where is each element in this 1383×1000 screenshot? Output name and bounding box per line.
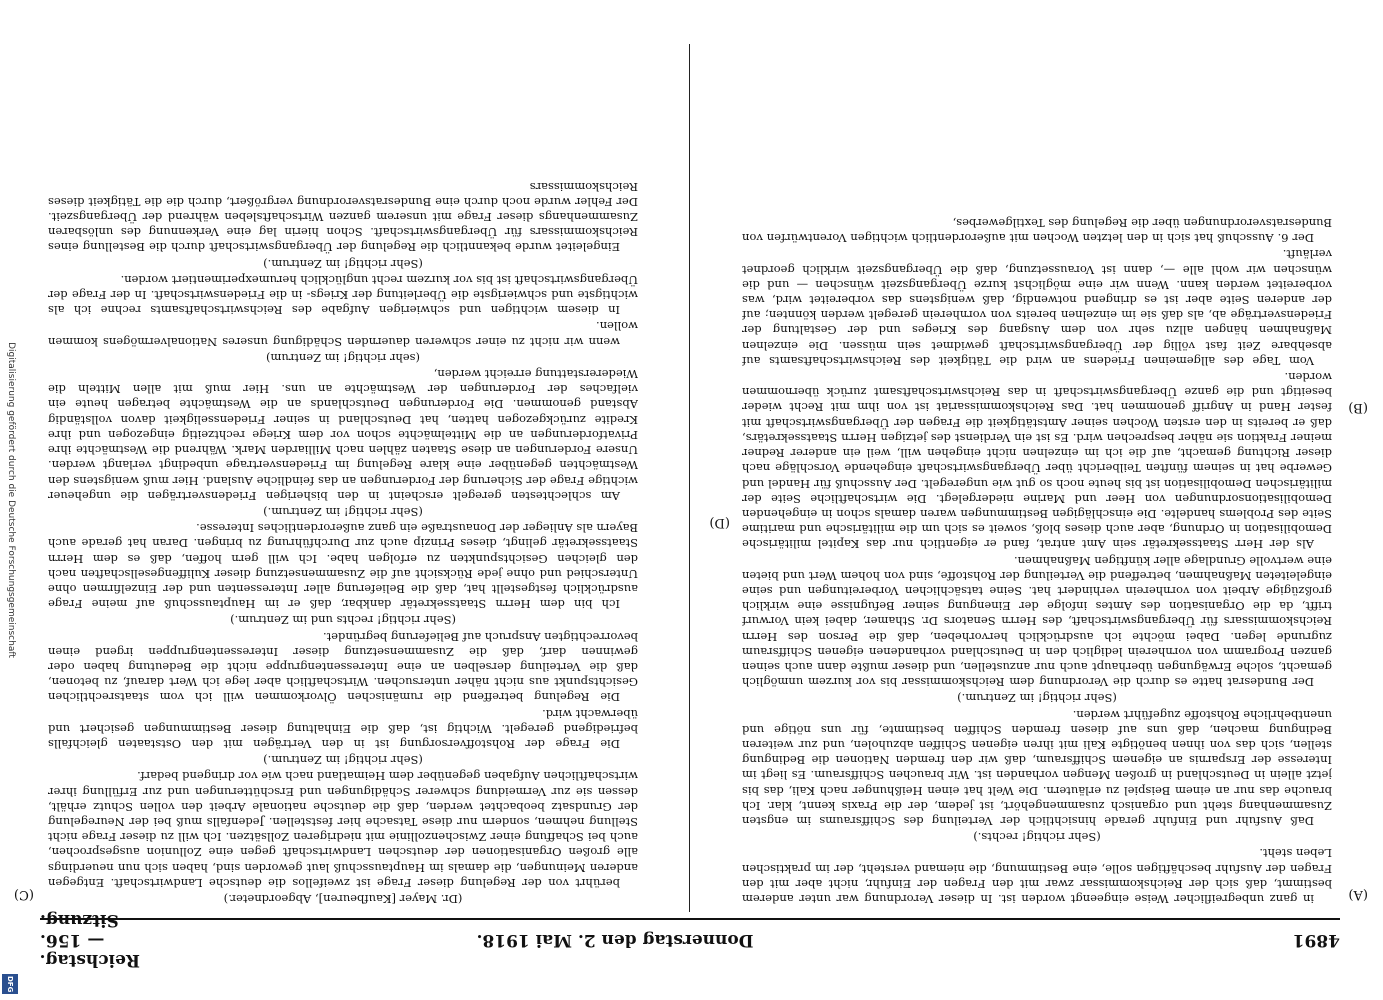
paragraph: (Sehr richtig! im Zentrum.) — [957, 691, 1117, 706]
paragraph: Ich bin dem Herrn Staatssekretär dankbar, daß er im Hauptausschuß auf meine Frage ausdrücklich festgestellt hat, daß die Belieferung aller Interessenten und der Einzelfirmen ohne Unterschied und ohne jede Rücksicht auf die Zusammensetzung dieser Kuliffengesellschaften nach den gleichen Gesichtspunkten zu erfolgen habe. Ich will gern hoffen, daß es dem Herrn Staatssekretär gelingt, dieses Prinzip auch zur Durchführung zu bringen. Daran hat gerade auch Bayern als Anlieger der Donaustraße ein ganz außerordentliches Interesse. — [48, 521, 638, 612]
paragraph: in ganz unbegreiflicher Weise eingeengt worden ist. In dieser Verordnung war unter anderem bestimmt, daß sich der Reichskommissar zwar mit den Fragen der Einfuhr, nicht aber mit den Fragen der Ausfuhr beschäftigen solle, eine Bestimmung, die niemand versteht, der im praktischen Leben steht. — [742, 846, 1332, 906]
paragraph: Die Frage der Rohstoffversorgung ist in den Verträgen mit den Oststaaten gleichfalls befriedigend geregelt. Wichtig ist, daß die Einhaltung dieser Bestimmungen gesichert und überwacht wird. — [48, 706, 638, 751]
margin-letter-d: (D) — [709, 515, 730, 530]
text-column-left — [742, 46, 1332, 906]
paragraph: Als der Herr Staatssekretär sein Amt antrat, fand er eigentlich nur das Kapitel militärische Demobilisation in Ordnung, aber auch dieses bloß, soweit es sich um die militärische und maritime Seite des Problems handelte. Die einschlägigen Bestimmungen waren damals schon in eingehenden Demobilisationsordnungen von Heer und Marine niedergelegt. Die wirtschaftliche Seite der militärischen Demobilisation ist bis heute noch so gut wie ungeregelt. Der Ausschuß für Handel und Gewerbe hat in seinem fünften Teilbericht über Übergangswirtschaft eingehende Vorschläge nach dieser Richtung gemacht, auf die ich im einzelnen nicht eingehen will, weil ein anderer Redner meiner Fraktion sie näher besprechen wird. Es ist ein Verdienst des jetzigen Herrn Staatssekretärs, daß er bereits in den ersten Wochen seiner Amtstätigkeit die Fragen der Übergangswirtschaft mit fester Hand in Angriff genommen hat. Das Reichskommissariat ist von ihm mit Recht wieder beseitigt und die ganze Übergangswirtschaft in das Reichswirtschaftsamt zurück übernommen worden. — [742, 370, 1332, 552]
session-date: Donnerstag den 2. Mai 1918. — [476, 930, 754, 950]
paragraph: (Sehr richtig! im Zentrum.) — [263, 753, 423, 768]
text-column-right — [48, 46, 638, 906]
paragraph: In diesem wichtigen und schwierigen Aufgabe des Reichswirtschaftsamts rechne ich als wichtigste und schwierigste die Überleitung der Kriegs- in die Friedenswirtschaft. In der Frage der Übergangswirtschaft ist bis vor kurzem recht unglücklich herumexperimentiert worden. — [48, 272, 638, 318]
margin-letter-a: (A) — [1348, 887, 1368, 902]
paragraph: (Sehr richtig! im Zentrum.) — [263, 256, 423, 271]
page-number: 4891 — [1292, 930, 1340, 950]
paragraph: Vom Tage des allgemeinen Friedens an wird die Tätigkeit des Reichswirtschaftsamts auf absehbare Zeit fast völlig der Übergangswirtschaft gewidmet sein müssen. Die einzelnen Maßnahmen hängen allzu sehr von dem Ausgang des Krieges und der Gestaltung der Friedensverträge ab, als daß sie im einzelnen bereits von vornherein geregelt werden könnten; auf der anderen Seite aber ist es dringend notwendig, daß wenigstens das vorbereitet wird, was vorbereitet werden kann. Wenn wir eine möglichst kurze Übergangszeit wünschen — und die wünschen wir wohl alle —, dann ist Voraussetzung, daß die Übergangszeit wirklich geordnet verläuft. — [742, 247, 1332, 368]
paragraph: Daß Ausfuhr und Einfuhr gerade hinsichtlich der Verteilung des Schiffsraums im engsten Zusammenhang steht und organisch zusammengehört, ist jedem, der die Praxis kennt, klar. Ich brauche das nur an einem Beispiel zu erläutern. Die Welt hat einen Heißhunger nach Kali, das bis jetzt allein in Deutschland in großen Mengen vorhanden ist. Wir brauchen Schiffsraum. Es liegt im Interesse der Ersparnis an eigenem Schiffsraum, daß wir den fremden Nationen die Bedingung stellen, sich das von ihnen benötigte Kali mit ihren eigenen Schiffen abzuholen, und zur weiteren Bedingung machen, daß uns auf diesen fremden Schiffen bestimmte, für uns nötige und unentbehrliche Rohstoffe zugeführt werden. — [742, 707, 1332, 828]
margin-letter-c: (C) — [13, 887, 34, 902]
paragraph: (Dr. Mayer [Kaufbeuren], Abgeordneter.) — [223, 892, 463, 906]
margin-letter-b: (B) — [1348, 400, 1368, 415]
digitization-credit: Digitalisierung gefördert durch die Deutsche Forschungsgemeinschaft — [6, 342, 16, 658]
paragraph: wenn wir nicht zu einer schweren dauernden Schädigung unseres Nationalvermögens kommen wollen. — [48, 319, 638, 349]
document-page — [13, 40, 1368, 970]
session-title: Reichstag. — 156. Sitzung. — [39, 910, 140, 970]
paragraph: Der Bundesrat hatte es durch die Verordnung dem Reichskommissar bis vor kurzem unmöglich gemacht, solche Erwägungen überhaupt auch nur anzustellen, und dieser mußte dann auch seinen ganzen Programm von vornherein lediglich den in Deutschland vorhandenen eigenen Schiffsraum zugrunde legen. Dabei möchte ich ausdrücklich hervorheben, daß die Person des Herrn Reichskommissars für Übergangswirtschaft, des Herrn Senators Dr. Sthamer, dabei kein Vorwurf trifft, da die Organisation des Amtes infolge der Einengung seiner Befugnisse eine wirklich großzügige Arbeit von vornherein verhindert hat. Seine tatsächlichen Vorbereitungen und seine eingeleiteten Maßnahmen, betreffend die Verteilung der Rohstoffe, sind von hohem Wert und bieten eine wertvolle Grundlage aller künftigen Maßnahmen. — [742, 553, 1332, 690]
paragraph: (Sehr richtig! rechts und im Zentrum.) — [230, 613, 456, 628]
paragraph: (Sehr richtig! rechts.) — [973, 830, 1101, 845]
paragraph: Die Regelung betreffend die rumänischen Ölvorkommen will ich vom staatsrechtlichen Gesichtspunkt aus nicht näher untersuchen. Wirtschaftlich aber lege ich Wert darauf, zu betonen, daß die Verteilung derselben an eine Interessentengruppe nicht die Bedeutung haben oder gewinnen darf, daß die Zusammensetzung dieser Interessentengruppen irgend einen bevorrechtigten Anspruch auf Belieferung begründet. — [48, 629, 638, 705]
paragraph: berührt von der Regelung dieser Frage ist zweifellos die deutsche Landwirtschaft. Entgegen anderen Meinungen, die damals im Hauptausschuß laut geworden sind, haben sich nun neuerdings alle großen Organisationen der deutschen Landwirtschaft gegen eine Zollunion ausgesprochen, auch bei Schaffung einer Zwischenzollinie mit niedrigeren Zollsätzen. Ich will zu dieser Frage nicht Stellung nehmen, sondern nur diese Tatsache hier feststellen. Jedenfalls muß bei der Neuregelung der Grundsatz beobachtet werden, daß die deutsche nationale Arbeit den vollen Schutz erhält, dessen sie zur Vermeidung schwerer Schädigungen und Erschütterungen und zur Erfüllung ihrer wirtschaftlichen Aufgaben gegenüber dem Heimatland nach wie vor dringend bedarf. — [48, 769, 638, 890]
paragraph: Eingeleitet wurde bekanntlich die Regelung der Übergangswirtschaft durch die Bestellung eines Reichskommissars für Übergangswirtschaft. Schon hierin lag eine Verkennung des unlösbaren Zusammenhangs dieser Frage mit unserem ganzen Wirtschaftsleben während der Übergangszeit. Der Fehler wurde noch durch eine Bundesratsverordnung vergrößert, durch die die Tätigkeit dieses Reichskommissars — [48, 179, 638, 255]
paragraph: Am schlechtesten geregelt erscheint in den bisherigen Friedensverträgen die ungeheuer wichtige Frage der Sicherung der Forderungen an das feindliche Ausland. Hier muß wenigstens den Westmächten gegenüber eine klare Regelung im Friedensvertrage unbedingt verlangt werden. Unsere Forderungen an diese Staaten zählen nach Milliarden Mark. Während die Westmächte ihre Privatforderungen an die Mittelmächte schon vor dem Kriege rechtzeitig eingezogen und ihre Kredite zurückgezogen hatten, hat Deutschland in seiner Friedensseligkeit davon vollständig Abstand genommen. Die Forderungen Deutschlands an die Westmächte betragen heute ein vielfaches der Forderungen der Westmächte an uns. Hier muß mit allen Mitteln die Wiedererstattung erreicht werden, — [48, 367, 638, 503]
column-divider — [689, 44, 690, 912]
side-credit-strip — [0, 0, 22, 1000]
paragraph: (Sehr richtig! im Zentrum.) — [263, 504, 423, 519]
paragraph: (sehr richtig! im Zentrum) — [265, 350, 421, 365]
dfg-logo: DFG — [2, 974, 18, 994]
page-header — [39, 910, 1340, 970]
paragraph: Der 6. Ausschuß hat sich in den letzten Wochen mit außerordentlich wichtigen Vorentwürfen von Bundesratsverordnungen über die Regelung des Textilgewerbes, — [742, 216, 1332, 246]
